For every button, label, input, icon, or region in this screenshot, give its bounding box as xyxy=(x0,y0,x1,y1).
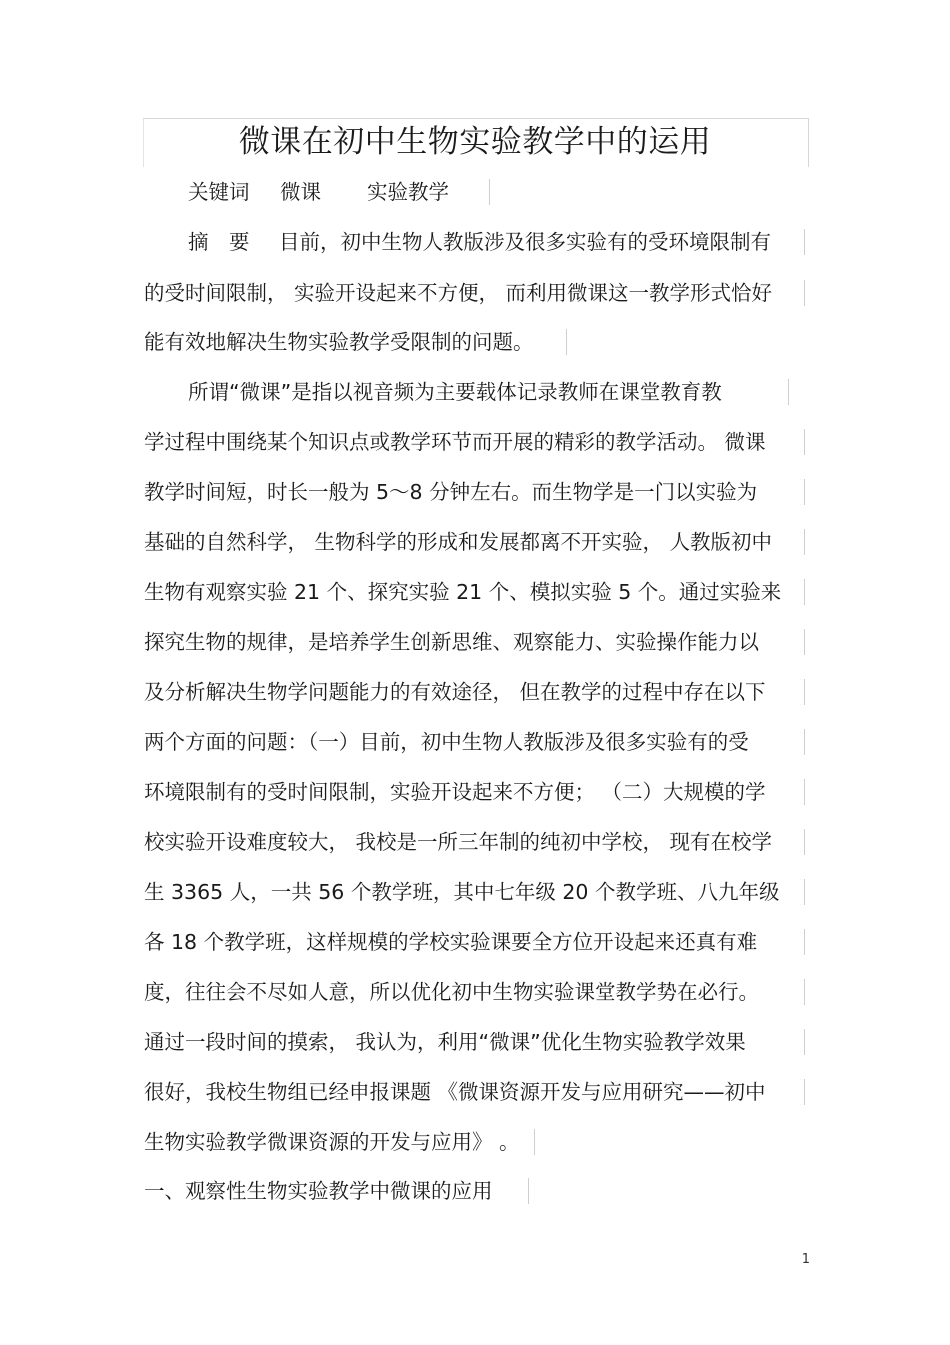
body-line: 探究生物的规律，是培养学生创新思维、观察能力、实验操作能力以 xyxy=(144,630,759,654)
keywords-label: 关键词 xyxy=(188,180,250,204)
margin-rule xyxy=(804,979,805,1005)
margin-rule xyxy=(804,729,805,755)
margin-rule xyxy=(804,879,805,905)
keyword-term: 微课 xyxy=(280,180,321,204)
margin-rule xyxy=(804,529,805,555)
margin-rule xyxy=(804,280,805,306)
body-line: 很好，我校生物组已经申报课题 《微课资源开发与应用研究——初中 xyxy=(144,1080,766,1104)
margin-rule xyxy=(804,229,805,255)
abstract-line: 能有效地解决生物实验教学受限制的问题。 xyxy=(144,330,534,354)
margin-rule xyxy=(804,679,805,705)
body-line: 生 3365 人，一共 56 个教学班，其中七年级 20 个教学班、八九年级 xyxy=(144,880,780,904)
abstract-label: 摘 要 xyxy=(188,230,250,254)
document-title: 微课在初中生物实验教学中的运用 xyxy=(238,124,712,160)
margin-rule xyxy=(804,579,805,605)
body-line: 所谓“微课”是指以视音频为主要载体记录教师在课堂教育教 xyxy=(188,380,722,404)
margin-rule xyxy=(534,1129,535,1155)
margin-rule xyxy=(804,629,805,655)
body-line: 通过一段时间的摸索， 我认为，利用“微课”优化生物实验教学效果 xyxy=(144,1030,746,1054)
body-line: 基础的自然科学， 生物科学的形成和发展都离不开实验， 人教版初中 xyxy=(144,530,773,554)
margin-rule xyxy=(804,1029,805,1055)
margin-rule xyxy=(804,829,805,855)
body-line: 度，往往会不尽如人意，所以优化初中生物实验课堂教学势在必行。 xyxy=(144,980,759,1004)
body-line: 各 18 个教学班，这样规模的学校实验课要全方位开设起来还真有难 xyxy=(144,930,758,954)
abstract-line: 目前，初中生物人教版涉及很多实验有的受环境限制有 xyxy=(279,230,771,254)
margin-rule xyxy=(804,929,805,955)
margin-rule xyxy=(489,179,490,205)
body-line: 学过程中围绕某个知识点或教学环节而开展的精彩的教学活动。 微课 xyxy=(144,430,766,454)
keyword-term: 实验教学 xyxy=(367,180,449,204)
body-line: 生物实验教学微课资源的开发与应用》 。 xyxy=(144,1130,520,1154)
body-line: 教学时间短，时长一般为 5～8 分钟左右。而生物学是一门以实验为 xyxy=(144,480,758,504)
margin-rule xyxy=(566,329,567,355)
margin-rule xyxy=(804,779,805,805)
body-line: 环境限制有的受时间限制，实验开设起来不方便； （二）大规模的学 xyxy=(144,780,766,804)
margin-rule xyxy=(804,429,805,455)
abstract-line: 的受时间限制， 实验开设起来不方便， 而利用微课这一教学形式恰好 xyxy=(144,281,773,305)
body-line: 及分析解决生物学问题能力的有效途径， 但在教学的过程中存在以下 xyxy=(144,680,766,704)
margin-rule xyxy=(804,1079,805,1105)
body-line: 生物有观察实验 21 个、探究实验 21 个、模拟实验 5 个。通过实验来 xyxy=(144,580,782,604)
margin-rule xyxy=(788,379,789,405)
page-number: 1 xyxy=(801,1252,810,1267)
body-line: 校实验开设难度较大， 我校是一所三年制的纯初中学校， 现有在校学 xyxy=(144,830,773,854)
section-heading: 一、观察性生物实验教学中微课的应用 xyxy=(144,1179,493,1203)
body-line: 两个方面的问题：（一）目前，初中生物人教版涉及很多实验有的受 xyxy=(144,730,749,754)
margin-rule xyxy=(804,479,805,505)
margin-rule xyxy=(528,1178,529,1204)
